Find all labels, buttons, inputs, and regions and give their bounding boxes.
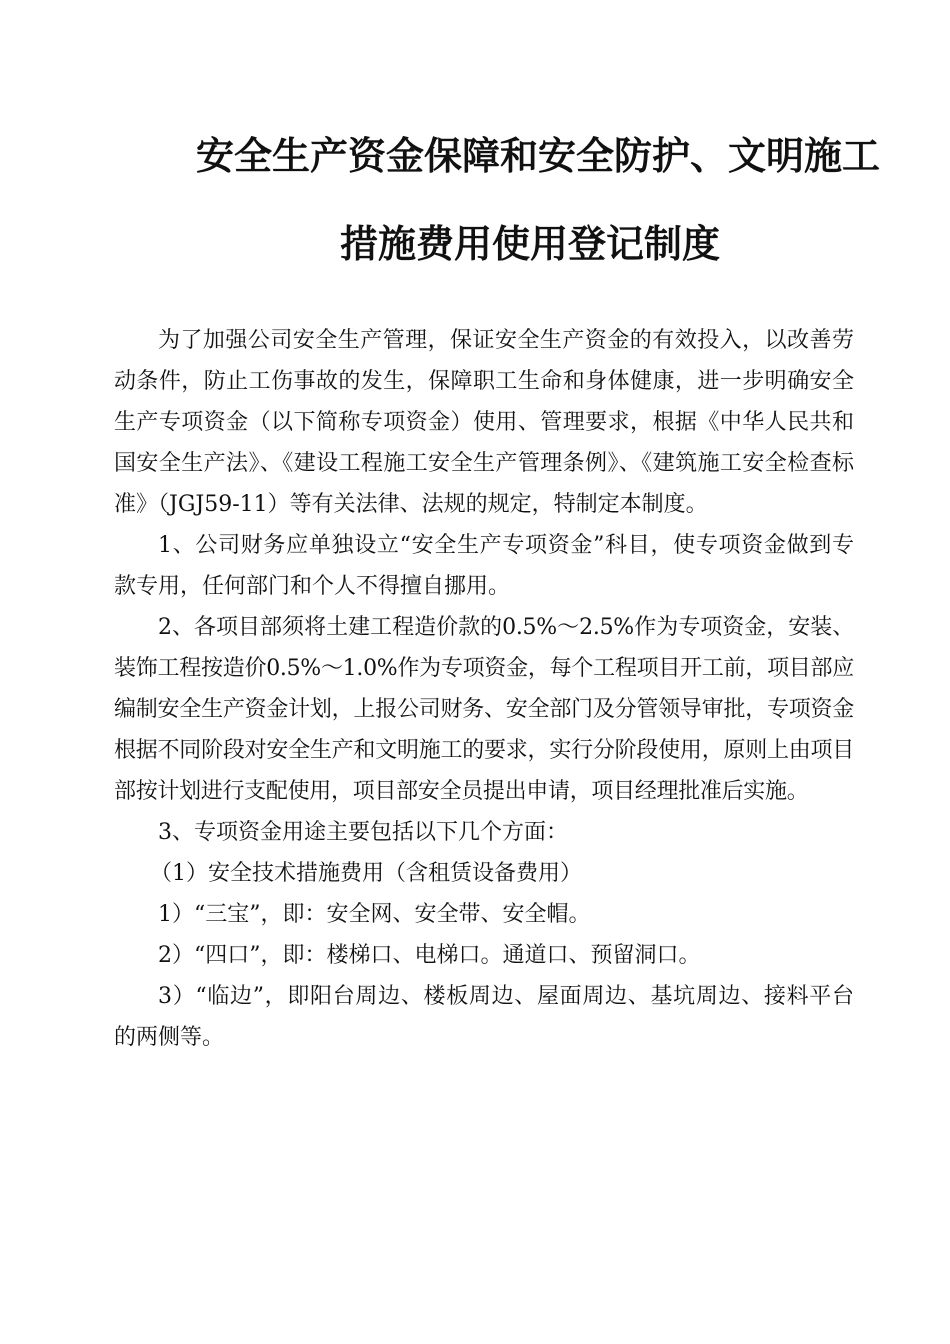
clause-3-item-b: 2）“四口”，即：楼梯口、电梯口。通道口、预留洞口。	[158, 943, 701, 968]
clause-3: 3、专项资金用途主要包括以下几个方面：	[158, 820, 568, 845]
intro-paragraph: 为了加强公司安全生产管理，保证安全生产资金的有效投入，以改善劳动条件，防止工伤事故的发生，保障职工生命和身体健康，进一步明确安全生产专项资金（以下简称专项资金）使用、管理要求，根据《中华人民共和国安全生产法》、《建设工程施工安全生产管理条例》、《建筑施工安全检查标准》（JGJ59-11）等有关法律、法规的规定，特制定本制度。	[114, 328, 854, 517]
clause-3-item-c: 3）“临边”，即阳台周边、楼板周边、屋面周边、基坑周边、接料平台的两侧等。	[114, 984, 854, 1050]
document-title-line-1: 安全生产资金保障和安全防护、文明施工	[196, 134, 881, 178]
clause-1: 1、公司财务应单独设立“安全生产专项资金”科目，使专项资金做到专款专用，任何部门和个人不得擅自挪用。	[114, 533, 854, 599]
clause-2: 2、各项目部须将土建工程造价款的0.5%～2.5%作为专项资金，安装、装饰工程按造价0.5%～1.0%作为专项资金，每个工程项目开工前，项目部应编制安全生产资金计划，上报公司财务、安全部门及分管领导审批，专项资金根据不同阶段对安全生产和文明施工的要求，实行分阶段使用，原则上由项目部按计划进行支配使用，项目部安全员提出申请，项目经理批准后实施。	[114, 615, 854, 804]
document-title-line-2: 措施费用使用登记制度	[340, 222, 721, 266]
document-body	[114, 320, 854, 1058]
clause-3-item-a: 1）“三宝”，即：安全网、安全带、安全帽。	[158, 902, 591, 927]
clause-3-subsection-1: （1）安全技术措施费用（含租赁设备费用）	[150, 861, 582, 886]
